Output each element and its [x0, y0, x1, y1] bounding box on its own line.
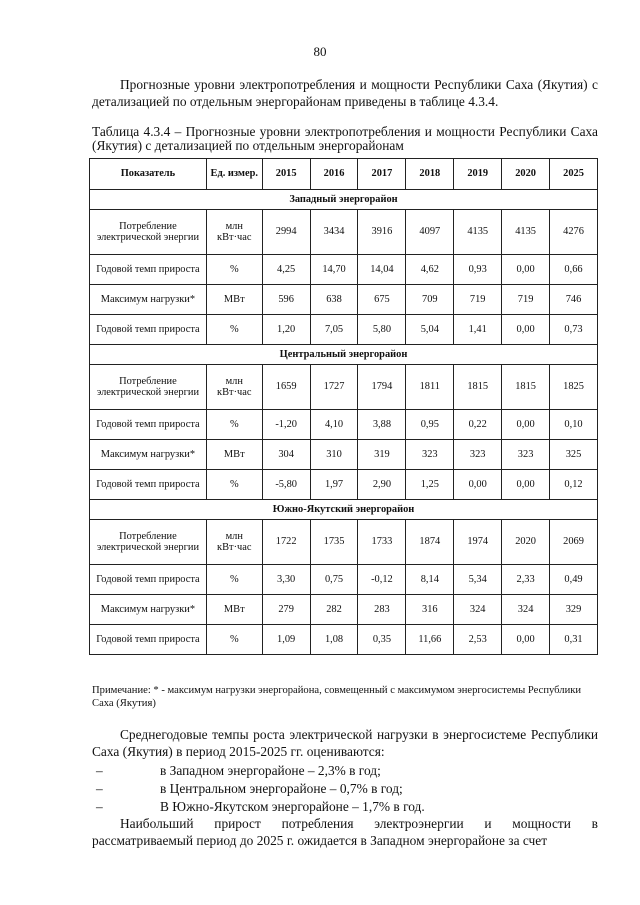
row-label: Максимум нагрузки* — [90, 440, 207, 470]
table-body — [90, 190, 598, 655]
value-cell: 279 — [262, 595, 310, 625]
section-title: Западный энергорайон — [90, 190, 598, 210]
value-cell: 1811 — [406, 365, 454, 410]
value-cell: 3434 — [310, 210, 358, 255]
row-unit: % — [206, 470, 262, 500]
value-cell: 304 — [262, 440, 310, 470]
header-year: 2015 — [262, 159, 310, 190]
row-label: Максимум нагрузки* — [90, 285, 207, 315]
list-item — [92, 780, 598, 798]
table-row — [90, 595, 598, 625]
row-label: Годовой темп прироста — [90, 470, 207, 500]
value-cell: 1815 — [454, 365, 502, 410]
value-cell: 1,08 — [310, 625, 358, 655]
value-cell: 4,25 — [262, 255, 310, 285]
value-cell: 0,66 — [550, 255, 598, 285]
list-dash: – — [96, 763, 103, 778]
value-cell: 1,41 — [454, 315, 502, 345]
list-dash: – — [96, 799, 103, 814]
section-header-row — [90, 345, 598, 365]
list-item-text: В Южно-Якутском энергорайоне – 1,7% в год. — [160, 799, 425, 814]
intro-paragraph: Прогнозные уровни электропотребления и мощности Республики Саха (Якутия) с детализацией по отдельным энергорайонам приведены в таблице 4.3.4. — [92, 77, 598, 109]
value-cell: 1874 — [406, 520, 454, 565]
value-cell: 310 — [310, 440, 358, 470]
value-cell: 0,49 — [550, 565, 598, 595]
value-cell: 2,90 — [358, 470, 406, 500]
value-cell: 719 — [502, 285, 550, 315]
value-cell: 0,22 — [454, 410, 502, 440]
value-cell: 0,73 — [550, 315, 598, 345]
value-cell: 0,31 — [550, 625, 598, 655]
row-label: Максимум нагрузки* — [90, 595, 207, 625]
row-unit: млн кВт·час — [206, 520, 262, 565]
list-item-text: в Центральном энергорайоне – 0,7% в год; — [160, 781, 403, 796]
growth-paragraph: Среднегодовые темпы роста электрической нагрузки в энергосистеме Республики Саха (Якутия) в период 2015-2025 гг. оцениваются: — [92, 727, 598, 759]
table-header-row — [90, 159, 598, 190]
value-cell: 746 — [550, 285, 598, 315]
value-cell: 3,88 — [358, 410, 406, 440]
row-unit: МВт — [206, 595, 262, 625]
row-label: Потребление электрической энергии — [90, 365, 207, 410]
value-cell: 0,00 — [502, 255, 550, 285]
row-label: Потребление электрической энергии — [90, 210, 207, 255]
value-cell: 0,00 — [502, 315, 550, 345]
value-cell: 323 — [406, 440, 454, 470]
table-row — [90, 210, 598, 255]
value-cell: 5,04 — [406, 315, 454, 345]
value-cell: 2,33 — [502, 565, 550, 595]
list-item-text: в Западном энергорайоне – 2,3% в год; — [160, 763, 381, 778]
value-cell: 0,10 — [550, 410, 598, 440]
value-cell: 1815 — [502, 365, 550, 410]
growth-list — [92, 762, 598, 816]
section-title: Южно-Якутский энергорайон — [90, 500, 598, 520]
value-cell: 282 — [310, 595, 358, 625]
row-unit: % — [206, 315, 262, 345]
value-cell: 8,14 — [406, 565, 454, 595]
header-year: 2019 — [454, 159, 502, 190]
value-cell: 2020 — [502, 520, 550, 565]
value-cell: 329 — [550, 595, 598, 625]
value-cell: 4276 — [550, 210, 598, 255]
header-year: 2018 — [406, 159, 454, 190]
section-header-row — [90, 500, 598, 520]
value-cell: 324 — [502, 595, 550, 625]
value-cell: 0,35 — [358, 625, 406, 655]
row-label: Годовой темп прироста — [90, 565, 207, 595]
table-row — [90, 470, 598, 500]
table-row — [90, 410, 598, 440]
value-cell: 4,10 — [310, 410, 358, 440]
row-label: Годовой темп прироста — [90, 625, 207, 655]
list-item — [92, 798, 598, 816]
row-unit: % — [206, 255, 262, 285]
value-cell: 4,62 — [406, 255, 454, 285]
forecast-table — [89, 158, 598, 655]
value-cell: 5,34 — [454, 565, 502, 595]
value-cell: 675 — [358, 285, 406, 315]
value-cell: 1,09 — [262, 625, 310, 655]
row-label: Потребление электрической энергии — [90, 520, 207, 565]
table-row — [90, 565, 598, 595]
table-row — [90, 520, 598, 565]
value-cell: -5,80 — [262, 470, 310, 500]
value-cell: 11,66 — [406, 625, 454, 655]
value-cell: 0,00 — [502, 625, 550, 655]
value-cell: 14,04 — [358, 255, 406, 285]
value-cell: 0,00 — [454, 470, 502, 500]
value-cell: 1825 — [550, 365, 598, 410]
value-cell: 283 — [358, 595, 406, 625]
value-cell: 1733 — [358, 520, 406, 565]
value-cell: 3916 — [358, 210, 406, 255]
value-cell: 2069 — [550, 520, 598, 565]
value-cell: 1,25 — [406, 470, 454, 500]
value-cell: 3,30 — [262, 565, 310, 595]
row-unit: млн кВт·час — [206, 365, 262, 410]
value-cell: 325 — [550, 440, 598, 470]
section-header-row — [90, 190, 598, 210]
value-cell: 1727 — [310, 365, 358, 410]
value-cell: 719 — [454, 285, 502, 315]
value-cell: 4135 — [502, 210, 550, 255]
value-cell: 596 — [262, 285, 310, 315]
row-unit: МВт — [206, 285, 262, 315]
list-item — [92, 762, 598, 780]
table-row — [90, 255, 598, 285]
header-year: 2017 — [358, 159, 406, 190]
table-note: Примечание: * - максимум нагрузки энергорайона, совмещенный с максимумом энергосистемы Республики Саха (Якутия) — [92, 685, 582, 709]
value-cell: 323 — [454, 440, 502, 470]
value-cell: 1794 — [358, 365, 406, 410]
value-cell: 0,95 — [406, 410, 454, 440]
value-cell: 638 — [310, 285, 358, 315]
value-cell: 0,93 — [454, 255, 502, 285]
row-unit: % — [206, 625, 262, 655]
value-cell: 2994 — [262, 210, 310, 255]
value-cell: 2,53 — [454, 625, 502, 655]
row-unit: % — [206, 565, 262, 595]
list-dash: – — [96, 781, 103, 796]
value-cell: 323 — [502, 440, 550, 470]
table-row — [90, 315, 598, 345]
value-cell: -1,20 — [262, 410, 310, 440]
value-cell: 1,97 — [310, 470, 358, 500]
table-row — [90, 625, 598, 655]
row-unit: млн кВт·час — [206, 210, 262, 255]
page-number: 80 — [313, 44, 327, 59]
header-year: 2025 — [550, 159, 598, 190]
value-cell: 0,00 — [502, 470, 550, 500]
value-cell: 0,12 — [550, 470, 598, 500]
table-caption: Таблица 4.3.4 – Прогнозные уровни электропотребления и мощности Республики Саха (Якутия) с детализацией по отдельным энергорайонам — [92, 124, 598, 153]
row-label: Годовой темп прироста — [90, 255, 207, 285]
table-row — [90, 440, 598, 470]
row-unit: % — [206, 410, 262, 440]
header-year: 2020 — [502, 159, 550, 190]
header-year: 2016 — [310, 159, 358, 190]
value-cell: -0,12 — [358, 565, 406, 595]
value-cell: 4135 — [454, 210, 502, 255]
header-unit: Ед. измер. — [206, 159, 262, 190]
row-label: Годовой темп прироста — [90, 315, 207, 345]
value-cell: 5,80 — [358, 315, 406, 345]
row-unit: МВт — [206, 440, 262, 470]
value-cell: 1659 — [262, 365, 310, 410]
value-cell: 324 — [454, 595, 502, 625]
value-cell: 319 — [358, 440, 406, 470]
final-paragraph: Наибольший прирост потребления электроэнергии и мощности в рассматриваемый период до 2025 г. ожидается в Западном энергорайоне за счет — [92, 816, 598, 848]
table-row — [90, 285, 598, 315]
value-cell: 316 — [406, 595, 454, 625]
value-cell: 709 — [406, 285, 454, 315]
value-cell: 4097 — [406, 210, 454, 255]
value-cell: 14,70 — [310, 255, 358, 285]
header-indicator: Показатель — [90, 159, 207, 190]
value-cell: 1974 — [454, 520, 502, 565]
value-cell: 1735 — [310, 520, 358, 565]
value-cell: 1,20 — [262, 315, 310, 345]
row-label: Годовой темп прироста — [90, 410, 207, 440]
value-cell: 7,05 — [310, 315, 358, 345]
table-row — [90, 365, 598, 410]
value-cell: 0,75 — [310, 565, 358, 595]
value-cell: 0,00 — [502, 410, 550, 440]
value-cell: 1722 — [262, 520, 310, 565]
section-title: Центральный энергорайон — [90, 345, 598, 365]
